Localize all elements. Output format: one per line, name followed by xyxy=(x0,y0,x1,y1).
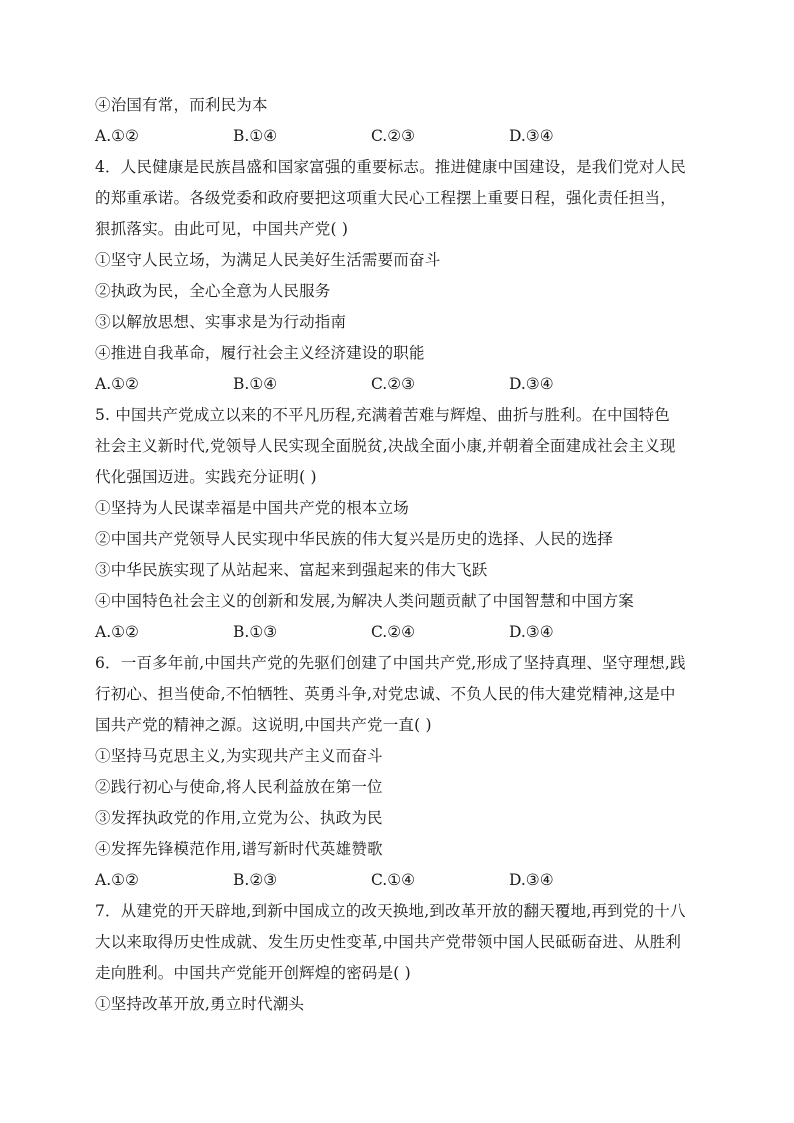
q4-stem-line: 的郑重承诺。各级党委和政府要把这项重大民心工程摆上重要日程，强化责任担当， xyxy=(95,189,676,207)
q4-stem-line: 4．人民健康是民族昌盛和国家富强的重要标志。推进健康中国建设，是我们党对人民 xyxy=(95,158,686,176)
q3-option-c: C.②③ xyxy=(371,127,416,145)
q5-item-4: ④中国特色社会主义的创新和发展,为解决人类问题贡献了中国智慧和中国方案 xyxy=(95,592,634,610)
q4-item-4: ④推进自我革命，履行社会主义经济建设的职能 xyxy=(95,344,425,362)
q5-option-d: D.③④ xyxy=(509,623,554,641)
q3-item-4: ④治国有常，而利民为本 xyxy=(95,96,268,114)
q4-option-c: C.②③ xyxy=(371,375,416,393)
q6-option-c: C.①④ xyxy=(371,871,416,889)
q6-option-a: A.①② xyxy=(95,871,139,889)
q4-options xyxy=(95,369,699,400)
q6-stem-line: 国共产党的精神之源。这说明,中国共产党一直( ) xyxy=(95,716,432,734)
q6-item-1: ①坚持马克思主义,为实现共产主义而奋斗 xyxy=(95,747,383,765)
q7-stem-line: 7．从建党的开天辟地,到新中国成立的改天换地,到改革开放的翻天覆地,再到党的十八 xyxy=(95,902,686,920)
q6-stem-line: 6．一百多年前,中国共产党的先驱们创建了中国共产党,形成了坚持真理、坚守理想,践 xyxy=(95,654,686,672)
q5-options xyxy=(95,617,699,648)
q5-option-c: C.②④ xyxy=(371,623,416,641)
exam-page xyxy=(95,90,699,1020)
q6-stem xyxy=(95,648,699,741)
q5-item-3: ③中华民族实现了从站起来、富起来到强起来的伟大飞跃 xyxy=(95,561,488,579)
q4-stem xyxy=(95,152,699,245)
q5-item-2: ②中国共产党领导人民实现中华民族的伟大复兴是历史的选择、人民的选择 xyxy=(95,530,614,548)
q6-options xyxy=(95,865,699,896)
q6-option-b: B.②③ xyxy=(233,871,278,889)
q5-stem-line: 5. 中国共产党成立以来的不平凡历程,充满着苦难与辉煌、曲折与胜利。在中国特色 xyxy=(95,406,670,424)
q4-option-b: B.①④ xyxy=(233,375,278,393)
q6-option-d: D.③④ xyxy=(509,871,554,889)
q5-option-a: A.①② xyxy=(95,623,139,641)
q5-stem-line: 代化强国迈进。实践充分证明( ) xyxy=(95,468,317,486)
q6-item-4: ④发挥先锋模范作用,谱写新时代英雄赞歌 xyxy=(95,840,383,858)
q7-stem-line: 走向胜利。中国共产党能开创辉煌的密码是( ) xyxy=(95,964,411,982)
q4-option-a: A.①② xyxy=(95,375,139,393)
q6-item-2: ②践行初心与使命,将人民利益放在第一位 xyxy=(95,778,383,796)
q5-item-1: ①坚持为人民谋幸福是中国共产党的根本立场 xyxy=(95,499,410,517)
q3-options xyxy=(95,121,699,152)
q7-item-1: ①坚持改革开放,勇立时代潮头 xyxy=(95,995,305,1013)
q4-stem-line: 狠抓落实。由此可见，中国共产党( ) xyxy=(95,220,349,238)
q4-option-d: D.③④ xyxy=(509,375,554,393)
q4-item-2: ②执政为民，全心全意为人民服务 xyxy=(95,282,331,300)
q3-option-b: B.①④ xyxy=(233,127,278,145)
q6-item-3: ③发挥执政党的作用,立党为公、执政为民 xyxy=(95,809,383,827)
q6-stem-line: 行初心、担当使命,不怕牺牲、英勇斗争,对党忠诚、不负人民的伟大建党精神,这是中 xyxy=(95,685,676,703)
q7-stem xyxy=(95,896,699,989)
q3-option-a: A.①② xyxy=(95,127,139,145)
q4-item-3: ③以解放思想、实事求是为行动指南 xyxy=(95,313,347,331)
q4-item-1: ①坚守人民立场，为满足人民美好生活需要而奋斗 xyxy=(95,251,441,269)
q3-option-d: D.③④ xyxy=(509,127,554,145)
q5-option-b: B.①③ xyxy=(233,623,278,641)
q7-stem-line: 大以来取得历史性成就、发生历史性变革,中国共产党带领中国人民砥砺奋进、从胜利 xyxy=(95,933,682,951)
q5-stem-line: 社会主义新时代,党领导人民实现全面脱贫,决战全面小康,并朝着全面建成社会主义现 xyxy=(95,437,676,455)
q5-stem xyxy=(95,400,699,493)
